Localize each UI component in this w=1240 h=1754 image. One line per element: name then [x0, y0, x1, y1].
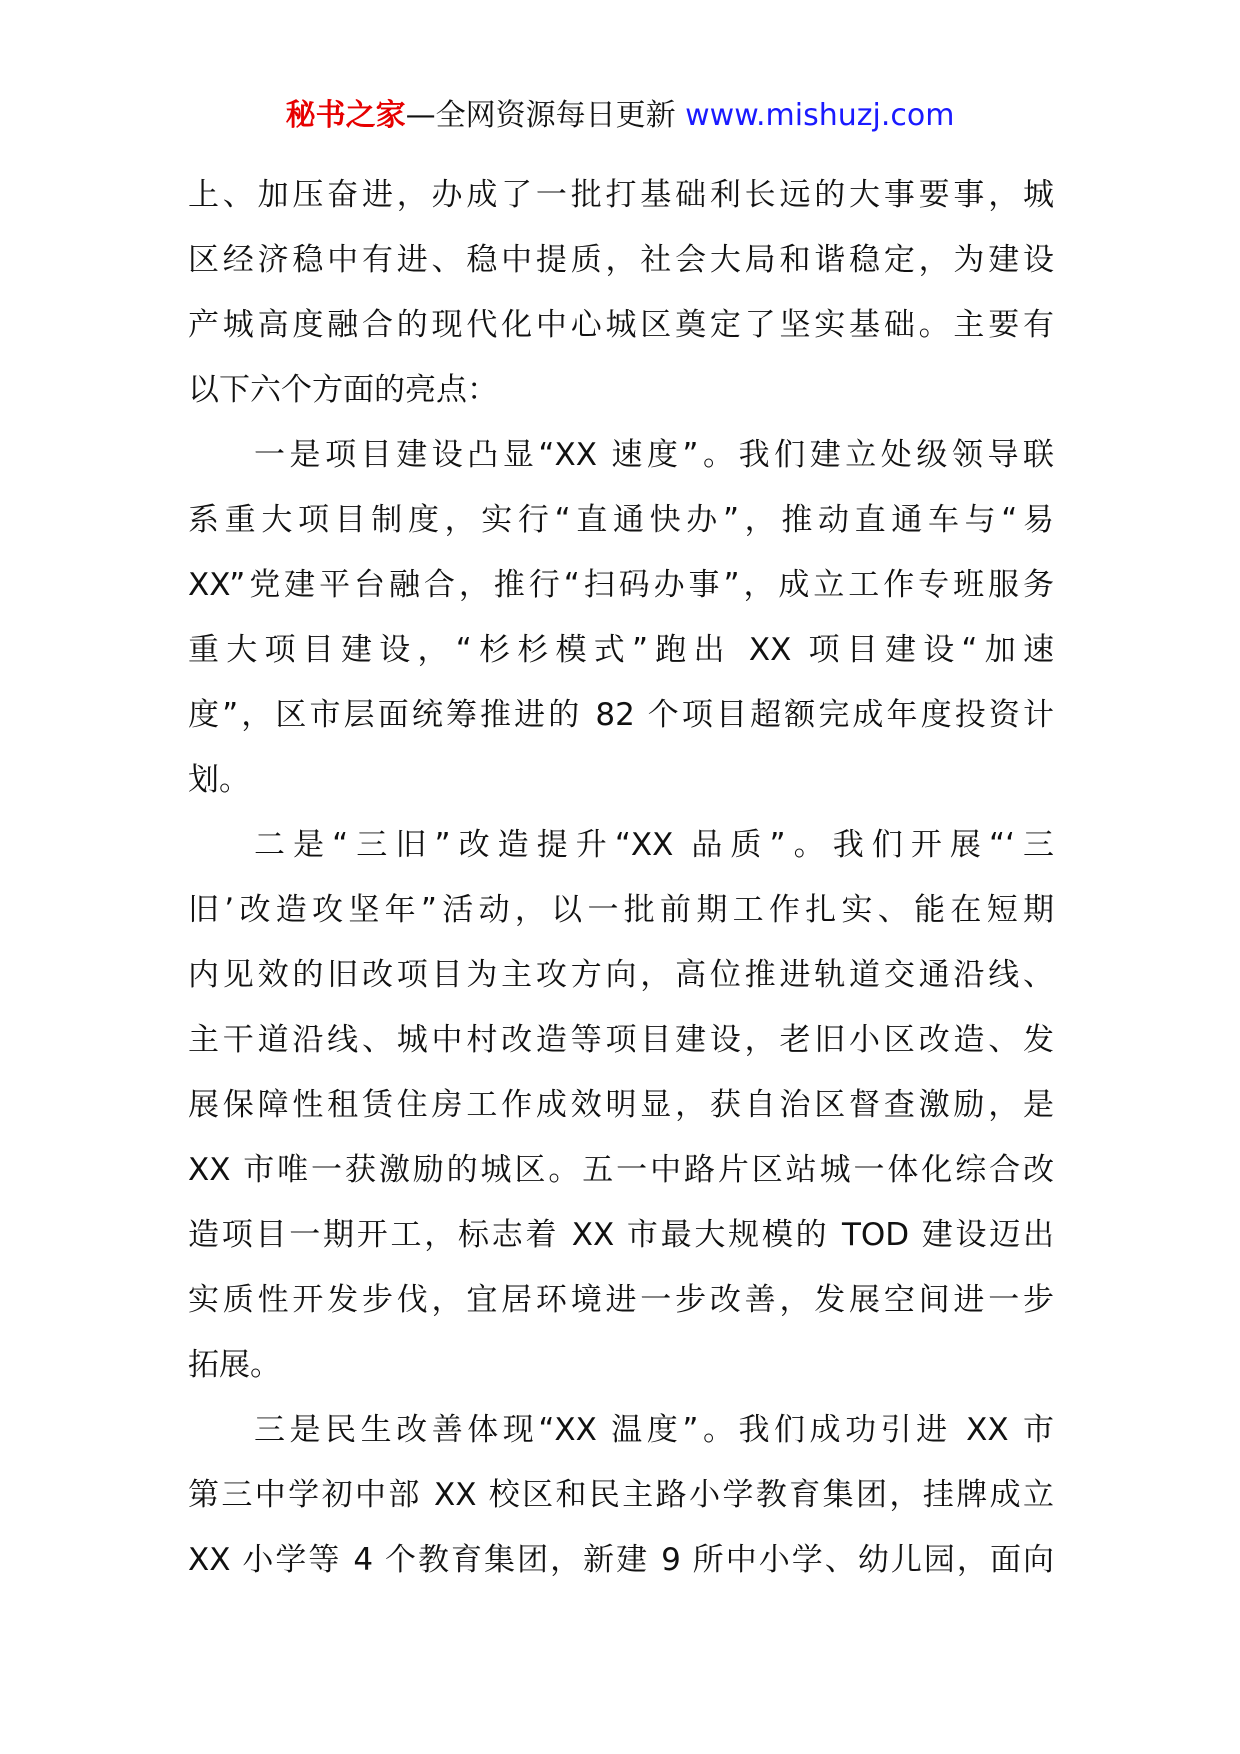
text-line: 划。	[188, 762, 250, 798]
paragraph-first-line: 三是民生改善体现“XX 温度”。我们成功引进 XX 市	[254, 1412, 1054, 1448]
text-line: XX 市唯一获激励的城区。五一中路片区站城一体化综合改	[188, 1152, 1054, 1188]
text-line: 主干道沿线、城中村改造等项目建设，老旧小区改造、发	[188, 1022, 1054, 1058]
paragraph-first-line: 一是项目建设凸显“XX 速度”。我们建立处级领导联	[254, 437, 1054, 473]
document-body	[188, 163, 1054, 1593]
text-line: 展保障性租赁住房工作成效明显，获自治区督查激励，是	[188, 1087, 1054, 1123]
text-line: 旧’改造攻坚年”活动，以一批前期工作扎实、能在短期	[188, 892, 1054, 928]
text-line: 区经济稳中有进、稳中提质，社会大局和谐稳定，为建设	[188, 242, 1054, 278]
text-line: 产城高度融合的现代化中心城区奠定了坚实基础。主要有	[188, 307, 1054, 343]
text-line: 以下六个方面的亮点：	[188, 372, 498, 408]
text-line: 拓展。	[188, 1347, 281, 1383]
text-line: 重大项目建设，“杉杉模式”跑出 XX 项目建设“加速	[188, 632, 1054, 668]
text-line: XX”党建平台融合，推行“扫码办事”，成立工作专班服务	[188, 567, 1054, 603]
paragraph-first-line: 二是“三旧”改造提升“XX 品质”。我们开展“‘三	[254, 827, 1054, 863]
text-line: 内见效的旧改项目为主攻方向，高位推进轨道交通沿线、	[188, 957, 1054, 993]
brand-name: 秘书之家	[285, 98, 406, 133]
text-line: 上、加压奋进，办成了一批打基础利长远的大事要事，城	[188, 177, 1054, 213]
text-line: 实质性开发步伐，宜居环境进一步改善，发展空间进一步	[188, 1282, 1054, 1318]
text-line: 系重大项目制度，实行“直通快办”，推动直通车与“易	[188, 502, 1054, 538]
text-line: XX 小学等 4 个教育集团，新建 9 所中小学、幼儿园，面向	[188, 1542, 1054, 1578]
site-url-link[interactable]: www.mishuzj.com	[685, 98, 955, 133]
page-header	[0, 96, 1240, 136]
header-tagline: —全网资源每日更新	[405, 98, 686, 133]
text-line: 度”，区市层面统筹推进的 82 个项目超额完成年度投资计	[188, 697, 1054, 733]
text-line: 造项目一期开工，标志着 XX 市最大规模的 TOD 建设迈出	[188, 1217, 1054, 1253]
text-line: 第三中学初中部 XX 校区和民主路小学教育集团，挂牌成立	[188, 1477, 1054, 1513]
